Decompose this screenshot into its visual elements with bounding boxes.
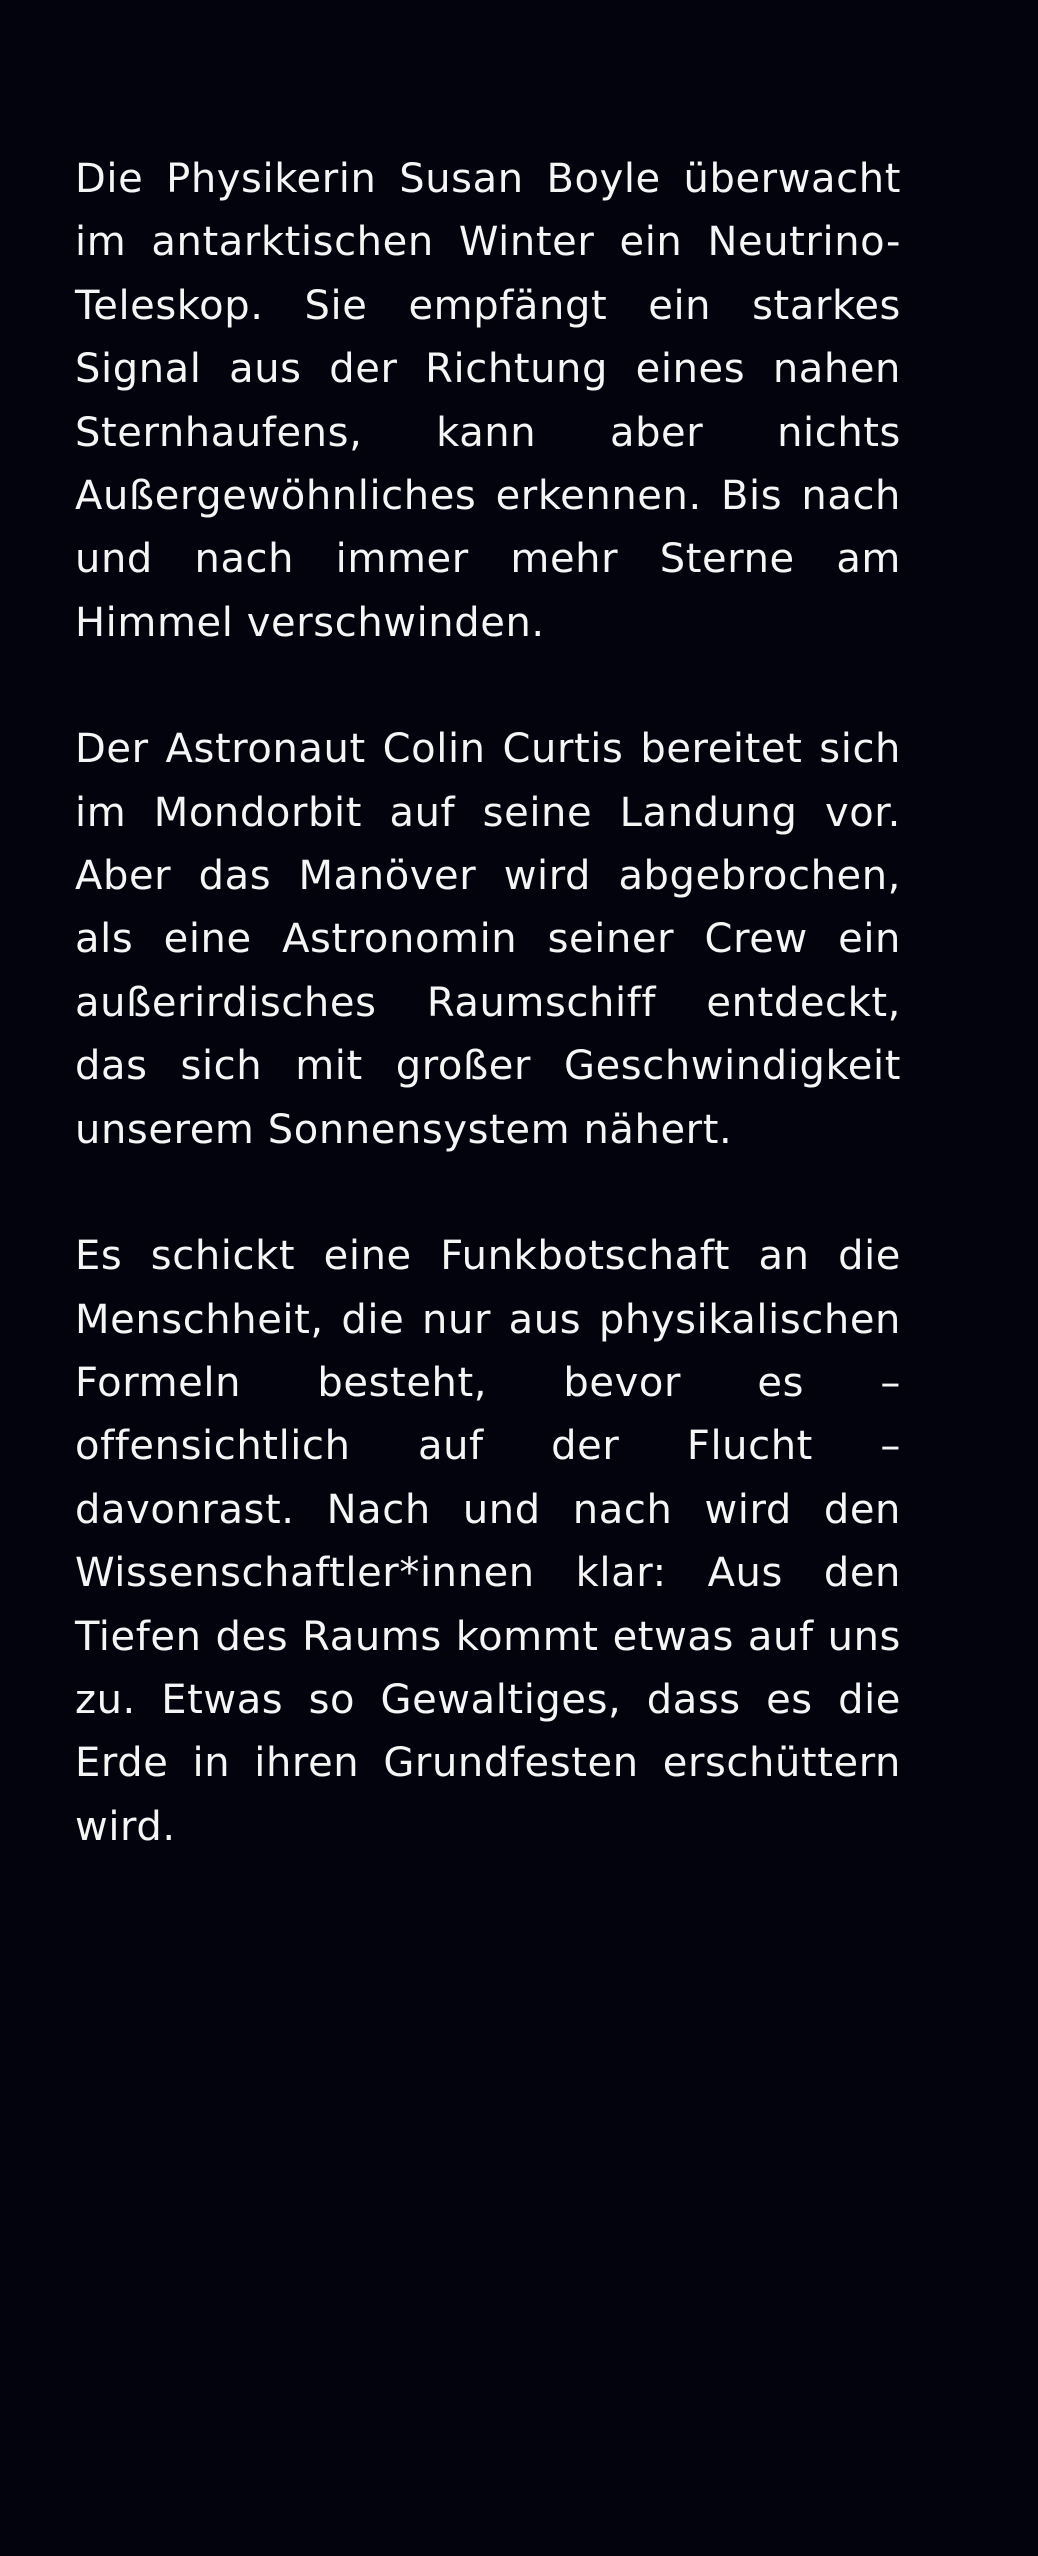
blurb-text-block: [75, 148, 901, 1859]
blurb-paragraph-2: Der Astronaut Colin Curtis bereitet sich im Mondorbit auf seine Landung vor. Aber das Manöver wird abgebrochen, als eine Astronomin seiner Crew ein außerirdisches Raumschiff entdeckt, das sich mit großer Geschwindigkeit unserem Sonnensystem nähert.: [75, 726, 901, 1153]
blurb-paragraph-1: Die Physikerin Susan Boyle überwacht im antarktischen Winter ein Neutrino-Teleskop. Sie empfängt ein starkes Signal aus der Richtung eines nahen Sternhaufens, kann aber nichts Außergewöhnliches erkennen. Bis nach und nach immer mehr Sterne am Himmel verschwinden.: [75, 156, 901, 646]
blurb-paragraph-3: Es schickt eine Funkbotschaft an die Menschheit, die nur aus physikalischen Formeln besteht, bevor es – offensichtlich auf der Flucht – davonrast. Nach und nach wird den Wissenschaftler*innen klar: Aus den Tiefen des Raums kommt etwas auf uns zu. Etwas so Gewaltiges, dass es die Erde in ihren Grundfesten erschüttern wird.: [75, 1233, 901, 1850]
